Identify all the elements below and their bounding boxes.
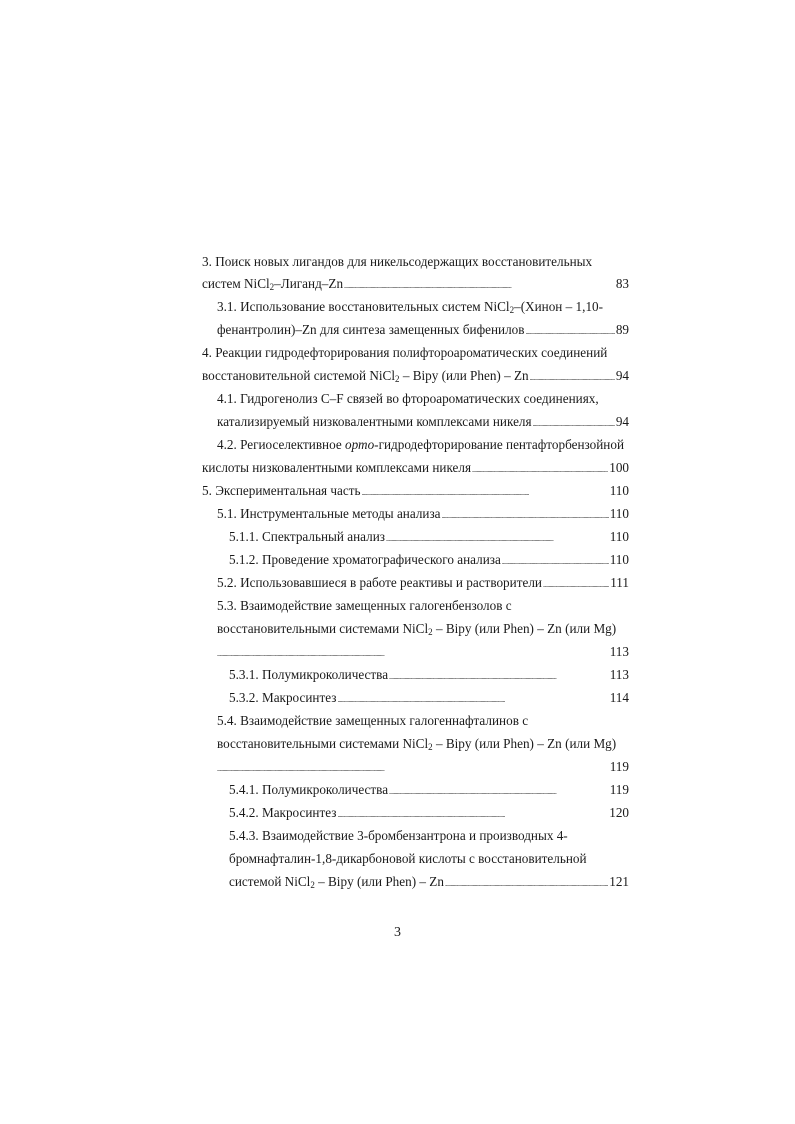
toc-page-number: 89 xyxy=(615,322,629,337)
leader-dots xyxy=(337,688,608,710)
toc-entry-text: 5.4.2. Макросинтез xyxy=(229,805,337,820)
toc-entry-text: 5.4.3. Взаимодействие 3-бромбензантрона и производных 4- xyxy=(229,828,568,843)
leader-dots xyxy=(526,320,615,342)
leader-dots xyxy=(386,527,609,549)
toc-entry-text: 5.3.1. Полумикроколичества xyxy=(229,667,389,682)
toc-entry-text: восстановительными системами NiCl$_2$ – Bipy (или Phen) – Zn (или Mg) xyxy=(217,621,617,637)
toc-page-number: 94 xyxy=(615,368,629,383)
leader-dots xyxy=(530,366,615,388)
page-number: 3 xyxy=(394,925,401,940)
toc-entry-text: 5.4.1. Полумикроколичества xyxy=(229,782,389,797)
toc-entry xyxy=(217,412,629,432)
toc-entry-text: бромнафталин-1,8-дикарбоновой кислоты с восстановительной xyxy=(229,851,587,866)
toc-entry-text: восстановительной системой NiCl$_2$ – Bipy (или Phen) – Zn xyxy=(202,368,529,384)
toc-page-number: 110 xyxy=(609,529,629,544)
toc-entry xyxy=(217,435,629,455)
toc-page-number: 110 xyxy=(609,483,629,498)
toc-entry xyxy=(202,252,605,272)
toc-entry xyxy=(229,688,629,708)
toc-page-number: 121 xyxy=(609,874,629,889)
toc-entry-text: системой NiCl$_2$ – Bipy (или Phen) – Zn xyxy=(229,874,444,890)
leader-dots xyxy=(442,504,609,526)
toc-entry-text: 5.1. Инструментальные методы анализа xyxy=(217,506,441,521)
leader-dots xyxy=(337,803,608,825)
leader-dots xyxy=(472,458,608,480)
toc-page-number: 94 xyxy=(615,414,629,429)
toc-entry-text: 5.4. Взаимодействие замещенных галогеннафталинов с xyxy=(217,713,529,728)
toc-entry xyxy=(217,389,605,409)
leader-dots xyxy=(217,642,609,664)
toc-entry xyxy=(229,803,629,823)
toc-entry xyxy=(229,826,629,846)
toc-page-number: 113 xyxy=(609,667,629,682)
leader-dots xyxy=(445,872,608,894)
leader-dots xyxy=(533,412,615,434)
toc-entry xyxy=(217,711,605,731)
toc-entry xyxy=(217,320,629,340)
toc-page-number: 83 xyxy=(615,276,629,291)
toc-entry-text: 5. Экспериментальная часть xyxy=(202,483,361,498)
toc-entry xyxy=(229,527,629,547)
toc-entry-text: 5.1.1. Спектральный анализ xyxy=(229,529,385,544)
toc-entry xyxy=(229,665,629,685)
leader-dots xyxy=(543,573,609,595)
leader-dots xyxy=(344,274,615,296)
toc-entry xyxy=(229,872,629,892)
toc-entry-text: восстановительными системами NiCl$_2$ – Bipy (или Phen) – Zn (или Mg) xyxy=(217,736,617,752)
leader-dots xyxy=(502,550,609,572)
toc-entry xyxy=(217,734,629,754)
toc-page-number: 114 xyxy=(609,690,629,705)
toc-entry xyxy=(217,596,605,616)
toc-entry-text: 3.1. Использование восстановительных систем NiCl$_2$–(Хинон – 1,10- xyxy=(217,299,604,315)
toc-page-number: 119 xyxy=(609,759,629,774)
toc-entry xyxy=(229,550,629,570)
toc-entry xyxy=(202,343,629,363)
toc-entry-text: 4. Реакции гидродефторирования полифтороароматических соединений xyxy=(202,345,608,360)
toc-page-number: 113 xyxy=(609,644,629,659)
leader-dots xyxy=(389,665,609,687)
leader-dots xyxy=(362,481,609,503)
toc-entry-text: систем NiCl$_2$–Лиганд–Zn xyxy=(202,276,344,292)
toc-entry xyxy=(229,780,629,800)
toc-entry xyxy=(229,849,629,869)
toc-entry-text: 5.3.2. Макросинтез xyxy=(229,690,337,705)
toc-entry xyxy=(217,757,629,777)
toc-page-number: 120 xyxy=(609,805,629,820)
toc-entry-text: фенантролин)–Zn для синтеза замещенных бифенилов xyxy=(217,322,525,337)
toc-page-number: 100 xyxy=(609,460,629,475)
toc-entry xyxy=(217,619,629,639)
toc-entry xyxy=(202,458,629,478)
toc-entry xyxy=(202,274,629,294)
toc-entry-text: кислоты низковалентными комплексами никеля xyxy=(202,460,472,475)
toc-entry xyxy=(202,366,629,386)
toc-entry xyxy=(217,297,605,317)
toc-page-number: 110 xyxy=(609,552,629,567)
toc-entry-text: 3. Поиск новых лигандов для никельсодержащих восстановительных xyxy=(202,254,593,269)
toc-entry xyxy=(202,481,629,501)
leader-dots xyxy=(389,780,609,802)
toc-entry xyxy=(217,642,629,662)
toc-entry-text: 5.1.2. Проведение хроматографического анализа xyxy=(229,552,501,567)
toc-entry-text: 4.2. Региоселективное орто-гидродефторирование пентафторбензойной xyxy=(217,437,625,452)
toc-entry-text: катализируемый низковалентными комплексами никеля xyxy=(217,414,532,429)
toc-page-number: 111 xyxy=(610,575,629,590)
toc-page-number: 119 xyxy=(609,782,629,797)
leader-dots xyxy=(217,757,609,779)
toc-page-number: 110 xyxy=(609,506,629,521)
toc-entry-text: 4.1. Гидрогенолиз C–F связей во фтороароматических соединениях, xyxy=(217,391,599,406)
toc-entry-text: 5.3. Взаимодействие замещенных галогенбензолов с xyxy=(217,598,512,613)
toc-entry xyxy=(217,504,629,524)
toc-entry xyxy=(217,573,629,593)
toc-entry-text: 5.2. Использовавшиеся в работе реактивы и растворители xyxy=(217,575,542,590)
